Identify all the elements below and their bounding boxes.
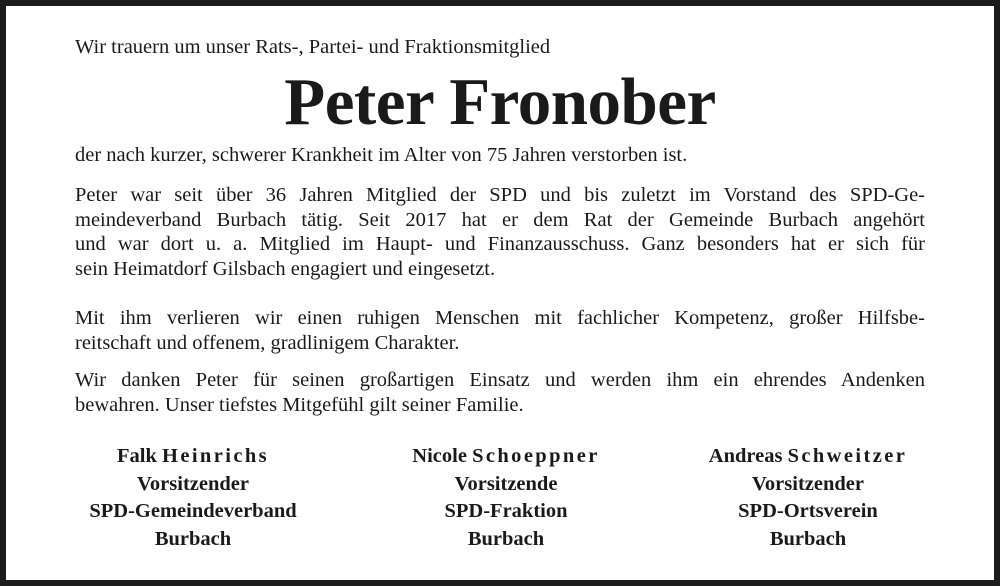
signatory-organization: SPD-Ortsverein <box>738 500 878 522</box>
signatory-name <box>356 443 656 471</box>
deceased-name: Peter Fronober <box>284 65 716 139</box>
paragraph-line: und war dort u. a. Mitglied im Haupt- und Finanzausschuss. Ganz besonders hat er sich für <box>75 233 925 255</box>
signatory-place: Burbach <box>467 527 545 550</box>
signatory-name <box>43 443 343 471</box>
signatory-organization: SPD-Fraktion <box>444 500 568 522</box>
signatory-role: Vorsitzender <box>137 472 249 495</box>
paragraph-line: meindeverband Burbach tätig. Seit 2017 hat er dem Rat der Gemeinde Burbach angehört <box>75 208 925 231</box>
signatory-role: Vorsitzende <box>454 472 558 495</box>
paragraph-thanks <box>75 368 925 417</box>
signatory-name <box>658 443 958 471</box>
intro-text: Wir trauern um unser Rats-, Partei- und Fraktionsmitglied <box>75 36 551 58</box>
signatory-organization: SPD-Gemeindeverband <box>89 500 297 522</box>
paragraph-line: Mit ihm verlieren wir einen ruhigen Menschen mit fachlicher Kompetenz, großer Hilfsbe- <box>75 307 925 329</box>
death-statement: der nach kurzer, schwerer Krankheit im Alter von 75 Jahren verstorben ist. <box>75 144 688 166</box>
signatory-schoeppner <box>356 443 656 553</box>
paragraph-line: sein Heimatdorf Gilsbach engagiert und eingesetzt. <box>75 257 496 280</box>
signatory-role: Vorsitzender <box>752 472 864 495</box>
signatory-schweitzer <box>658 443 958 553</box>
signatory-place: Burbach <box>769 527 847 550</box>
signatory-heinrichs <box>43 443 343 553</box>
signatory-place: Burbach <box>154 527 232 550</box>
paragraph-membership <box>75 183 925 281</box>
paragraph-line: Peter war seit über 36 Jahren Mitglied der SPD und bis zuletzt im Vorstand des SPD-Ge- <box>75 184 925 206</box>
signatory-first-name: Nicole <box>412 445 467 467</box>
paragraph-line: reitschaft und offenem, gradlinigem Charakter. <box>75 331 460 354</box>
paragraph-character <box>75 306 925 355</box>
signatory-last-name: Schoeppner <box>472 445 600 467</box>
signatory-last-name: Heinrichs <box>161 445 269 467</box>
signatory-last-name: Schweitzer <box>787 445 908 467</box>
paragraph-line: bewahren. Unser tiefstes Mitgefühl gilt seiner Familie. <box>75 393 524 416</box>
paragraph-line: Wir danken Peter für seinen großartigen Einsatz und werden ihm ein ehrendes Andenken <box>75 369 925 391</box>
signatory-first-name: Andreas <box>708 445 783 467</box>
signatory-first-name: Falk <box>116 445 157 467</box>
